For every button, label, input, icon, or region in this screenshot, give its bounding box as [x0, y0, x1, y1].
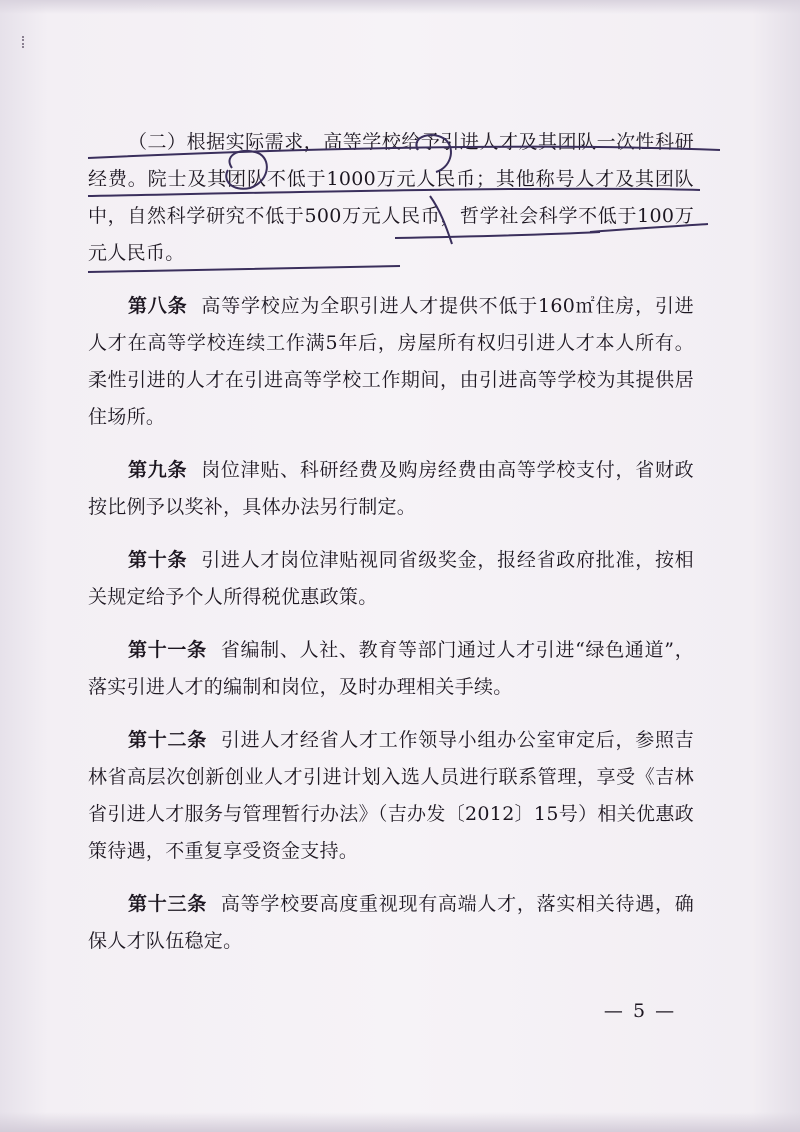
article-13 [88, 886, 694, 960]
article-9 [88, 452, 694, 526]
article-8 [88, 288, 694, 436]
article-text: 岗位津贴、科研经费及购房经费由高等学校支付，省财政按比例予以奖补，具体办法另行制定。 [88, 459, 694, 518]
article-heading: 第九条 [128, 459, 188, 481]
document-body [88, 124, 694, 976]
scan-edge-top [0, 0, 800, 14]
article-heading: 第八条 [128, 295, 188, 317]
article-12 [88, 722, 694, 870]
article-10 [88, 542, 694, 616]
article-heading: 第十三条 [128, 893, 207, 915]
article-heading: 第十二条 [128, 729, 207, 751]
scan-edge-bottom [0, 1112, 800, 1132]
article-text: 高等学校应为全职引进人才提供不低于160㎡住房，引进人才在高等学校连续工作满5年后，房屋所有权归引进人才本人所有。柔性引进的人才在引进高等学校工作期间，由引进高等学校为其提供居住场所。 [88, 295, 694, 428]
article-11 [88, 632, 694, 706]
paragraph-research-funding [88, 124, 694, 272]
article-text: 引进人才岗位津贴视同省级奖金，报经省政府批准，按相关规定给予个人所得税优惠政策。 [88, 549, 694, 608]
article-heading: 第十条 [128, 549, 188, 571]
article-text: 高等学校要高度重视现有高端人才，落实相关待遇，确保人才队伍稳定。 [88, 893, 694, 952]
article-heading: 第十一条 [128, 639, 207, 661]
paragraph-text: （二）根据实际需求，高等学校给予引进人才及其团队一次性科研经费。院士及其团队不低于1000万元人民币；其他称号人才及其团队中，自然科学研究不低于500万元人民币，哲学社会科学不低于100万元人民币。 [88, 131, 694, 264]
article-text: 引进人才经省人才工作领导小组办公室审定后，参照吉林省高层次创新创业人才引进计划入选人员进行联系管理，享受《吉林省引进人才服务与管理暂行办法》（吉办发〔2012〕15号）相关优惠政策待遇，不重复享受资金支持。 [88, 729, 694, 862]
scan-speck [22, 36, 32, 48]
page-number: — 5 — [603, 1000, 677, 1022]
article-text: 省编制、人社、教育等部门通过人才引进“绿色通道”，落实引进人才的编制和岗位，及时办理相关手续。 [88, 639, 695, 698]
